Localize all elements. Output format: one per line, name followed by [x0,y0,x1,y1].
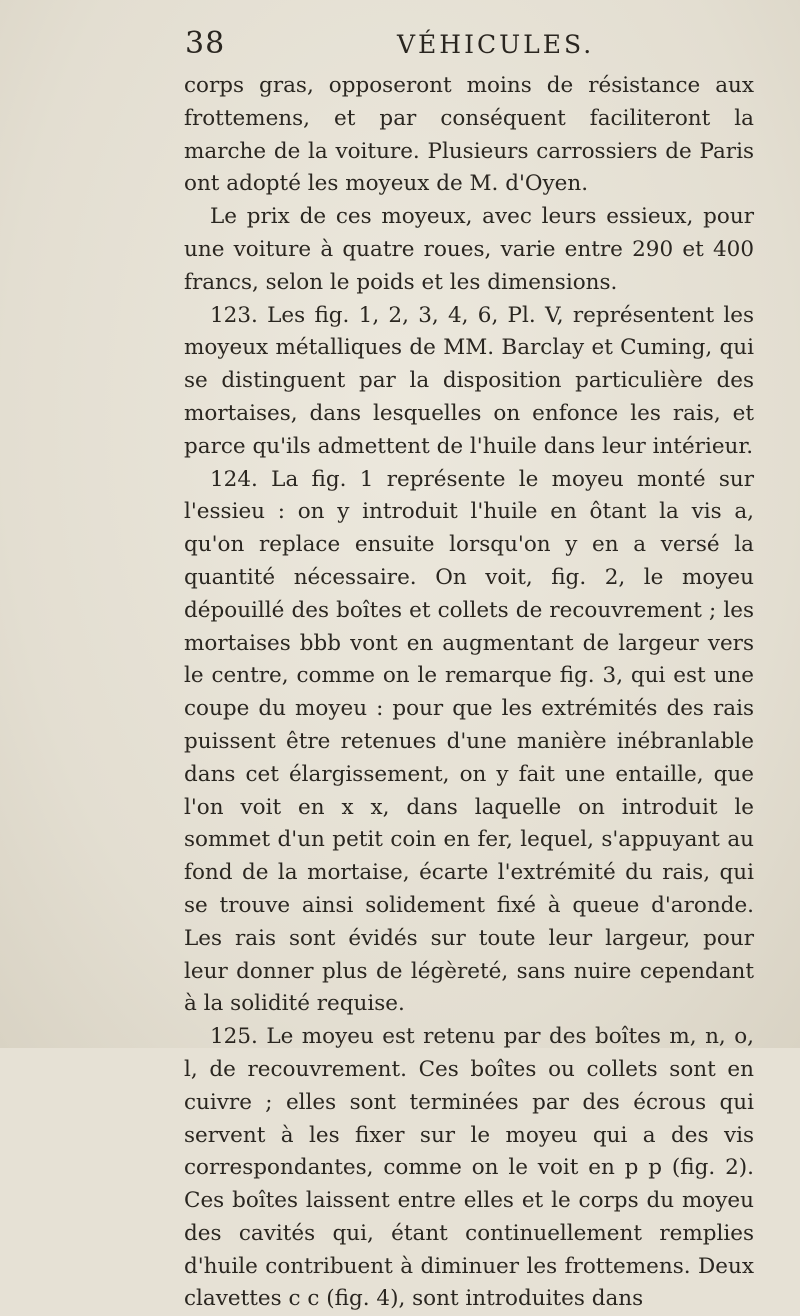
running-head: VÉHICULES. [397,30,595,59]
page-number: 38 [185,26,226,61]
body-text [184,70,754,1316]
paragraph-continuation: corps gras, opposeront moins de résistance aux frottemens, et par conséquent faciliteront la marche de la voiture. Plusieurs carrossiers de Paris ont adopté les moyeux de M. d'Oyen. [184,73,754,197]
paragraph-123: 123. Les fig. 1, 2, 3, 4, 6, Pl. V, représentent les moyeux métalliques de MM. Barclay et Cuming, qui se distinguent par la disposition particulière des mortaises, dans lesquelles on enfonce les rais, et parce qu'ils admettent de l'huile dans leur intérieur. [184,302,754,459]
paragraph-124: 124. La fig. 1 représente le moyeu monté sur l'essieu : on y introduit l'huile en ôtant la vis a, qu'on replace ensuite lorsqu'on y en a versé la quantité nécessaire. On voit, fig. 2, le moyeu dépouillé des boîtes et collets de recouvrement ; les mortaises bbb vont en augmentant de largeur vers le centre, comme on le remarque fig. 3, qui est une coupe du moyeu : pour que les extrémités des rais puissent être retenues d'une manière inébranlable dans cet élargissement, on y fait une entaille, que l'on voit en x x, dans laquelle on introduit le sommet d'un petit coin en fer, lequel, s'appuyant au fond de la mortaise, écarte l'extrémité du rais, qui se trouve ainsi solidement fixé à queue d'aronde. Les rais sont évidés sur toute leur largeur, pour leur donner plus de légèreté, sans nuire cependant à la solidité requise. [184,466,754,1017]
page-header [185,26,755,66]
paragraph-125: 125. Le moyeu est retenu par des boîtes m, n, o, l, de recouvrement. Ces boîtes ou collets sont en cuivre ; elles sont terminées par des écrous qui servent à les fixer sur le moyeu qui a des vis correspondantes, comme on le voit en p p (fig. 2). Ces boîtes laissent entre elles et le corps du moyeu des cavités qui, étant continuellement remplies d'huile contribuent à diminuer les frottemens. Deux clavettes c c (fig. 4), sont introduites dans [184,1024,754,1312]
paragraph-price: Le prix de ces moyeux, avec leurs essieux, pour une voiture à quatre roues, varie entre 290 et 400 francs, selon le poids et les dimensions. [184,204,754,295]
